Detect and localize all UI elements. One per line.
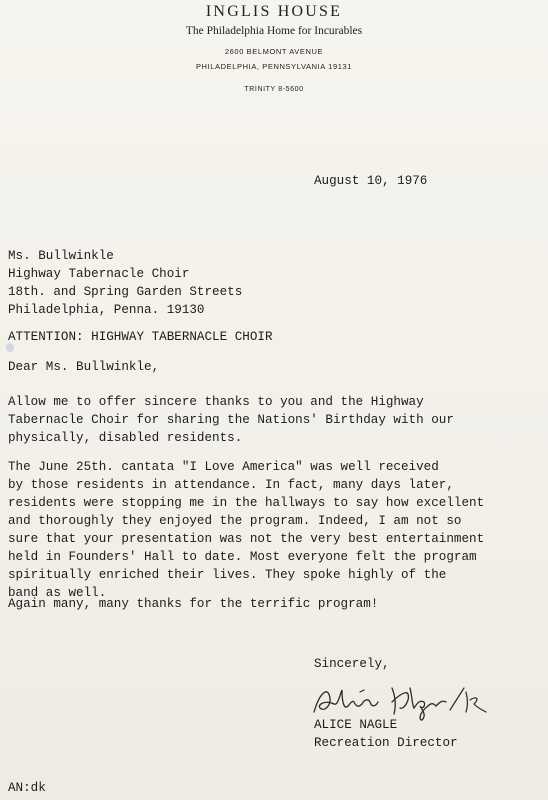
letterhead-subtitle: The Philadelphia Home for Incurables: [185, 25, 363, 37]
paragraph-line: sure that your presentation was not the very best entertainment: [8, 532, 485, 546]
letterhead-address-street: 2600 BELMONT AVENUE: [224, 47, 324, 56]
paragraph-line: spiritually enriched their lives. They spoke highly of the: [8, 568, 447, 582]
paragraph-line: Again many, many thanks for the terrific program!: [8, 597, 379, 611]
paragraph-line: The June 25th. cantata "I Love America" was well received: [8, 460, 439, 474]
paragraph-line: and thoroughly they enjoyed the program. Indeed, I am not so: [8, 514, 462, 528]
paragraph-line: Tabernacle Choir for sharing the Nations' Birthday with our: [8, 413, 454, 427]
signer-name: ALICE NAGLE: [314, 718, 398, 732]
letterhead-name: INGLIS HOUSE: [205, 3, 343, 20]
letter-date: August 10, 1976: [314, 174, 428, 188]
attention-line: ATTENTION: HIGHWAY TABERNACLE CHOIR: [8, 330, 273, 344]
paragraph-line: held in Founders' Hall to date. Most everyone felt the program: [8, 550, 477, 564]
letterhead-address-city: PHILADELPHIA, PENNSYLVANIA 19131: [195, 62, 353, 71]
salutation: Dear Ms. Bullwinkle,: [8, 360, 160, 374]
recipient-name: Ms. Bullwinkle: [8, 249, 114, 263]
paragraph-line: band as well.: [8, 586, 107, 600]
closing: Sincerely,: [314, 657, 390, 671]
paragraph-line: Allow me to offer sincere thanks to you and the Highway: [8, 395, 424, 409]
recipient-city: Philadelphia, Penna. 19130: [8, 303, 205, 317]
paragraph-line: by those residents in attendance. In fact, many days later,: [8, 478, 454, 492]
paragraph-line: residents were stopping me in the hallways to say how excellent: [8, 496, 485, 510]
paragraph-line: physically, disabled residents.: [8, 431, 243, 445]
recipient-organization: Highway Tabernacle Choir: [8, 267, 190, 281]
typist-initials: AN:dk: [8, 781, 46, 795]
signer-title: Recreation Director: [314, 736, 458, 750]
ink-stain: [6, 343, 14, 352]
letterhead-phone: TRINITY 8-5600: [244, 86, 304, 93]
recipient-street: 18th. and Spring Garden Streets: [8, 285, 243, 299]
